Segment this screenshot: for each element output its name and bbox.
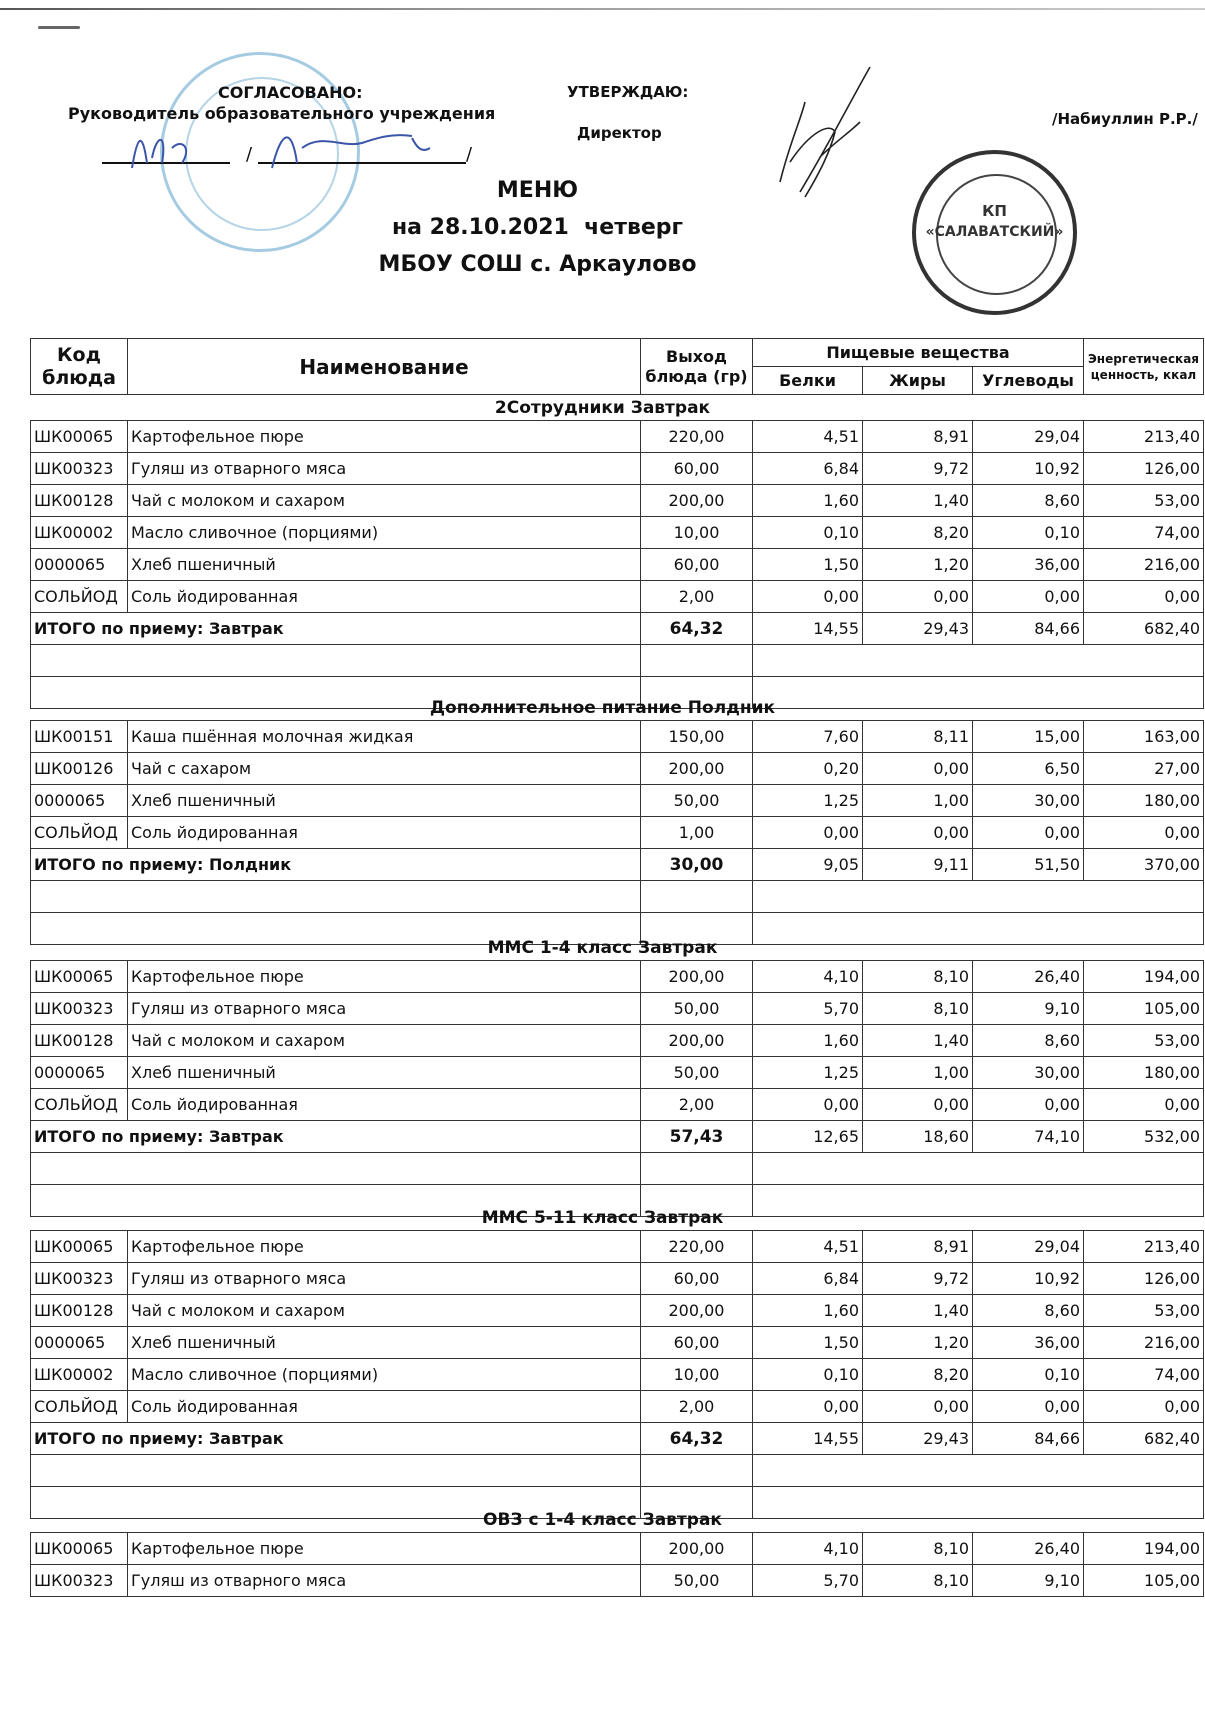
total-carbs: 84,66 bbox=[973, 1423, 1084, 1455]
section-table bbox=[30, 720, 1204, 945]
cell-yield: 200,00 bbox=[641, 961, 753, 993]
cell-name: Чай с молоком и сахаром bbox=[128, 1295, 641, 1327]
cell-fats: 0,00 bbox=[863, 1391, 973, 1423]
column-header bbox=[30, 338, 1204, 395]
cell-energy: 194,00 bbox=[1084, 961, 1204, 993]
cell-carbs: 8,60 bbox=[973, 1025, 1084, 1057]
cell-yield: 200,00 bbox=[641, 485, 753, 517]
cell-code: 0000065 bbox=[31, 1327, 128, 1359]
table-row bbox=[31, 1533, 1204, 1565]
table-row bbox=[31, 721, 1204, 753]
total-energy: 682,40 bbox=[1084, 613, 1204, 645]
table-row bbox=[31, 1057, 1204, 1089]
cell-carbs: 0,00 bbox=[973, 1391, 1084, 1423]
table-row bbox=[31, 421, 1204, 453]
cell-fats: 8,11 bbox=[863, 721, 973, 753]
cell-carbs: 36,00 bbox=[973, 549, 1084, 581]
cell-carbs: 30,00 bbox=[973, 785, 1084, 817]
cell-energy: 126,00 bbox=[1084, 1263, 1204, 1295]
cell-energy: 180,00 bbox=[1084, 785, 1204, 817]
section-table bbox=[30, 420, 1204, 709]
cell-carbs: 6,50 bbox=[973, 753, 1084, 785]
cell-fats: 8,20 bbox=[863, 1359, 973, 1391]
cell-energy: 27,00 bbox=[1084, 753, 1204, 785]
cell-energy: 74,00 bbox=[1084, 1359, 1204, 1391]
cell-fats: 0,00 bbox=[863, 817, 973, 849]
cell-yield: 150,00 bbox=[641, 721, 753, 753]
cell-proteins: 0,00 bbox=[753, 581, 863, 613]
total-fats: 29,43 bbox=[863, 1423, 973, 1455]
cell-proteins: 0,00 bbox=[753, 1391, 863, 1423]
cell-code: СОЛЬЙОД bbox=[31, 1391, 128, 1423]
cell-energy: 74,00 bbox=[1084, 517, 1204, 549]
cell-yield: 200,00 bbox=[641, 1533, 753, 1565]
table-row bbox=[31, 1089, 1204, 1121]
cell-carbs: 0,00 bbox=[973, 581, 1084, 613]
total-row bbox=[31, 613, 1204, 645]
signature-separator: / bbox=[466, 144, 473, 165]
cell-carbs: 26,40 bbox=[973, 961, 1084, 993]
cell-code: СОЛЬЙОД bbox=[31, 581, 128, 613]
cell-code: ШК00065 bbox=[31, 1533, 128, 1565]
cell-yield: 2,00 bbox=[641, 1391, 753, 1423]
cell-energy: 53,00 bbox=[1084, 485, 1204, 517]
cell-code: ШК00323 bbox=[31, 453, 128, 485]
cell-yield: 60,00 bbox=[641, 1327, 753, 1359]
cell-proteins: 4,51 bbox=[753, 421, 863, 453]
cell-fats: 1,40 bbox=[863, 485, 973, 517]
cell-carbs: 29,04 bbox=[973, 1231, 1084, 1263]
column-name: Наименование bbox=[128, 339, 641, 395]
cell-carbs: 8,60 bbox=[973, 1295, 1084, 1327]
cell-code: ШК00128 bbox=[31, 485, 128, 517]
cell-code: 0000065 bbox=[31, 549, 128, 581]
cell-fats: 1,00 bbox=[863, 785, 973, 817]
cell-yield: 220,00 bbox=[641, 421, 753, 453]
cell-carbs: 29,04 bbox=[973, 421, 1084, 453]
empty-row bbox=[31, 645, 1204, 677]
scan-mark bbox=[38, 26, 80, 29]
cell-fats: 1,40 bbox=[863, 1295, 973, 1327]
cell-energy: 216,00 bbox=[1084, 549, 1204, 581]
column-yield: Выход блюда (гр) bbox=[641, 339, 753, 395]
cell-code: ШК00151 bbox=[31, 721, 128, 753]
total-proteins: 12,65 bbox=[753, 1121, 863, 1153]
cell-name: Соль йодированная bbox=[128, 581, 641, 613]
empty-cell bbox=[31, 645, 641, 677]
cell-energy: 126,00 bbox=[1084, 453, 1204, 485]
total-fats: 29,43 bbox=[863, 613, 973, 645]
cell-fats: 8,91 bbox=[863, 421, 973, 453]
cell-name: Чай с сахаром bbox=[128, 753, 641, 785]
cell-code: ШК00323 bbox=[31, 1263, 128, 1295]
director-name: /Набиуллин Р.Р./ bbox=[1052, 110, 1198, 128]
section-title: ОВЗ с 1-4 класс Завтрак bbox=[483, 1510, 722, 1530]
cell-name: Картофельное пюре bbox=[128, 961, 641, 993]
cell-name: Соль йодированная bbox=[128, 1391, 641, 1423]
cell-proteins: 5,70 bbox=[753, 1565, 863, 1597]
table-row bbox=[31, 453, 1204, 485]
stamp-org-name: «САЛАВАТСКИЙ» bbox=[925, 224, 1064, 240]
cell-name: Соль йодированная bbox=[128, 817, 641, 849]
cell-yield: 1,00 bbox=[641, 817, 753, 849]
total-proteins: 14,55 bbox=[753, 613, 863, 645]
cell-carbs: 15,00 bbox=[973, 721, 1084, 753]
section-title: ММС 1-4 класс Завтрак bbox=[487, 938, 718, 958]
cell-proteins: 0,20 bbox=[753, 753, 863, 785]
cell-name: Хлеб пшеничный bbox=[128, 1327, 641, 1359]
cell-carbs: 36,00 bbox=[973, 1327, 1084, 1359]
empty-cell bbox=[753, 645, 1204, 677]
column-carbs: Углеводы bbox=[973, 367, 1084, 395]
cell-carbs: 0,10 bbox=[973, 517, 1084, 549]
cell-energy: 0,00 bbox=[1084, 817, 1204, 849]
cell-fats: 1,00 bbox=[863, 1057, 973, 1089]
cell-proteins: 6,84 bbox=[753, 1263, 863, 1295]
cell-proteins: 7,60 bbox=[753, 721, 863, 753]
confirm-role: Директор bbox=[577, 124, 662, 142]
total-yield: 64,32 bbox=[641, 613, 753, 645]
table-row bbox=[31, 753, 1204, 785]
cell-yield: 60,00 bbox=[641, 1263, 753, 1295]
cell-code: ШК00002 bbox=[31, 517, 128, 549]
cell-code: ШК00126 bbox=[31, 753, 128, 785]
document-title: МЕНЮ bbox=[496, 178, 579, 203]
cell-name: Масло сливочное (порциями) bbox=[128, 1359, 641, 1391]
cell-code: 0000065 bbox=[31, 785, 128, 817]
empty-cell bbox=[31, 1153, 641, 1185]
total-label: ИТОГО по приему: Полдник bbox=[31, 849, 641, 881]
cell-yield: 200,00 bbox=[641, 1025, 753, 1057]
cell-energy: 213,40 bbox=[1084, 421, 1204, 453]
total-yield: 30,00 bbox=[641, 849, 753, 881]
cell-carbs: 0,00 bbox=[973, 817, 1084, 849]
cell-code: СОЛЬЙОД bbox=[31, 1089, 128, 1121]
cell-proteins: 0,00 bbox=[753, 1089, 863, 1121]
empty-cell bbox=[753, 1153, 1204, 1185]
approved-label: СОГЛАСОВАНО: bbox=[218, 83, 363, 102]
scan-edge-line bbox=[0, 8, 1205, 10]
cell-yield: 50,00 bbox=[641, 1565, 753, 1597]
cell-fats: 9,72 bbox=[863, 453, 973, 485]
signature-left bbox=[112, 118, 462, 178]
cell-name: Масло сливочное (порциями) bbox=[128, 517, 641, 549]
table-row bbox=[31, 961, 1204, 993]
cell-yield: 220,00 bbox=[641, 1231, 753, 1263]
total-energy: 532,00 bbox=[1084, 1121, 1204, 1153]
total-carbs: 74,10 bbox=[973, 1121, 1084, 1153]
column-energy: Энергетическая ценность, ккал bbox=[1084, 339, 1204, 395]
cell-proteins: 1,25 bbox=[753, 785, 863, 817]
empty-cell bbox=[31, 881, 641, 913]
cell-name: Картофельное пюре bbox=[128, 421, 641, 453]
empty-cell bbox=[753, 1455, 1204, 1487]
total-carbs: 84,66 bbox=[973, 613, 1084, 645]
cell-energy: 0,00 bbox=[1084, 1089, 1204, 1121]
cell-code: 0000065 bbox=[31, 1057, 128, 1089]
cell-name: Хлеб пшеничный bbox=[128, 1057, 641, 1089]
cell-fats: 0,00 bbox=[863, 581, 973, 613]
cell-name: Гуляш из отварного мяса bbox=[128, 1263, 641, 1295]
table-row bbox=[31, 1295, 1204, 1327]
cell-energy: 180,00 bbox=[1084, 1057, 1204, 1089]
cell-carbs: 0,00 bbox=[973, 1089, 1084, 1121]
cell-energy: 213,40 bbox=[1084, 1231, 1204, 1263]
cell-name: Гуляш из отварного мяса bbox=[128, 1565, 641, 1597]
cell-energy: 105,00 bbox=[1084, 993, 1204, 1025]
empty-cell bbox=[641, 881, 753, 913]
empty-cell bbox=[31, 1455, 641, 1487]
cell-proteins: 5,70 bbox=[753, 993, 863, 1025]
table-row bbox=[31, 549, 1204, 581]
cell-carbs: 9,10 bbox=[973, 993, 1084, 1025]
cell-code: ШК00128 bbox=[31, 1025, 128, 1057]
stamp-org-label: КП bbox=[982, 202, 1007, 220]
table-row bbox=[31, 581, 1204, 613]
cell-name: Картофельное пюре bbox=[128, 1533, 641, 1565]
school-name: МБОУ СОШ с. Аркаулово bbox=[378, 252, 697, 277]
cell-fats: 8,10 bbox=[863, 993, 973, 1025]
total-energy: 370,00 bbox=[1084, 849, 1204, 881]
cell-energy: 105,00 bbox=[1084, 1565, 1204, 1597]
cell-name: Хлеб пшеничный bbox=[128, 785, 641, 817]
cell-carbs: 10,92 bbox=[973, 453, 1084, 485]
column-code: Код блюда bbox=[31, 339, 128, 395]
cell-code: СОЛЬЙОД bbox=[31, 817, 128, 849]
total-fats: 9,11 bbox=[863, 849, 973, 881]
cell-proteins: 1,50 bbox=[753, 549, 863, 581]
cell-code: ШК00323 bbox=[31, 993, 128, 1025]
cell-code: ШК00002 bbox=[31, 1359, 128, 1391]
cell-carbs: 10,92 bbox=[973, 1263, 1084, 1295]
cell-yield: 60,00 bbox=[641, 549, 753, 581]
cell-proteins: 1,60 bbox=[753, 1025, 863, 1057]
table-row bbox=[31, 1565, 1204, 1597]
cell-fats: 1,40 bbox=[863, 1025, 973, 1057]
table-row bbox=[31, 517, 1204, 549]
cell-code: ШК00065 bbox=[31, 1231, 128, 1263]
section-table bbox=[30, 1532, 1204, 1597]
cell-yield: 10,00 bbox=[641, 517, 753, 549]
cell-code: ШК00323 bbox=[31, 1565, 128, 1597]
empty-cell bbox=[753, 881, 1204, 913]
table-row bbox=[31, 1359, 1204, 1391]
cell-fats: 8,20 bbox=[863, 517, 973, 549]
total-label: ИТОГО по приему: Завтрак bbox=[31, 1423, 641, 1455]
cell-code: ШК00065 bbox=[31, 421, 128, 453]
table-row bbox=[31, 993, 1204, 1025]
cell-energy: 0,00 bbox=[1084, 581, 1204, 613]
cell-proteins: 1,60 bbox=[753, 1295, 863, 1327]
total-proteins: 9,05 bbox=[753, 849, 863, 881]
cell-proteins: 4,10 bbox=[753, 1533, 863, 1565]
table-row bbox=[31, 1327, 1204, 1359]
total-yield: 64,32 bbox=[641, 1423, 753, 1455]
cell-name: Хлеб пшеничный bbox=[128, 549, 641, 581]
cell-name: Чай с молоком и сахаром bbox=[128, 485, 641, 517]
table-row bbox=[31, 785, 1204, 817]
empty-cell bbox=[641, 1455, 753, 1487]
cell-proteins: 6,84 bbox=[753, 453, 863, 485]
menu-date: на 28.10.2021 четверг bbox=[391, 215, 684, 240]
empty-row bbox=[31, 881, 1204, 913]
cell-proteins: 0,10 bbox=[753, 517, 863, 549]
cell-proteins: 0,10 bbox=[753, 1359, 863, 1391]
cell-proteins: 1,60 bbox=[753, 485, 863, 517]
table-row bbox=[31, 1025, 1204, 1057]
cell-proteins: 0,00 bbox=[753, 817, 863, 849]
table-row bbox=[31, 1231, 1204, 1263]
signature-separator: / bbox=[246, 144, 253, 165]
cell-yield: 50,00 bbox=[641, 993, 753, 1025]
table-row bbox=[31, 1263, 1204, 1295]
cell-name: Чай с молоком и сахаром bbox=[128, 1025, 641, 1057]
section-title: Дополнительное питание Полдник bbox=[429, 698, 776, 718]
cell-yield: 200,00 bbox=[641, 753, 753, 785]
cell-name: Гуляш из отварного мяса bbox=[128, 453, 641, 485]
empty-cell bbox=[641, 645, 753, 677]
cell-fats: 8,10 bbox=[863, 1533, 973, 1565]
cell-yield: 2,00 bbox=[641, 581, 753, 613]
total-row bbox=[31, 1423, 1204, 1455]
total-label: ИТОГО по приему: Завтрак bbox=[31, 613, 641, 645]
cell-yield: 60,00 bbox=[641, 453, 753, 485]
cell-fats: 8,10 bbox=[863, 961, 973, 993]
cell-energy: 0,00 bbox=[1084, 1391, 1204, 1423]
total-energy: 682,40 bbox=[1084, 1423, 1204, 1455]
total-row bbox=[31, 1121, 1204, 1153]
cell-fats: 8,10 bbox=[863, 1565, 973, 1597]
cell-carbs: 8,60 bbox=[973, 485, 1084, 517]
cell-name: Каша пшённая молочная жидкая bbox=[128, 721, 641, 753]
cell-fats: 0,00 bbox=[863, 1089, 973, 1121]
cell-fats: 0,00 bbox=[863, 753, 973, 785]
section-table bbox=[30, 1230, 1204, 1519]
cell-name: Картофельное пюре bbox=[128, 1231, 641, 1263]
confirm-label: УТВЕРЖДАЮ: bbox=[567, 83, 689, 101]
cell-energy: 53,00 bbox=[1084, 1025, 1204, 1057]
cell-name: Гуляш из отварного мяса bbox=[128, 993, 641, 1025]
empty-row bbox=[31, 1455, 1204, 1487]
table-row bbox=[31, 817, 1204, 849]
table-row bbox=[31, 485, 1204, 517]
approved-role: Руководитель образовательного учреждения bbox=[68, 104, 496, 123]
cell-fats: 1,20 bbox=[863, 549, 973, 581]
cell-proteins: 4,51 bbox=[753, 1231, 863, 1263]
empty-row bbox=[31, 1153, 1204, 1185]
cell-yield: 50,00 bbox=[641, 1057, 753, 1089]
total-label: ИТОГО по приему: Завтрак bbox=[31, 1121, 641, 1153]
empty-cell bbox=[641, 1153, 753, 1185]
total-row bbox=[31, 849, 1204, 881]
cell-proteins: 4,10 bbox=[753, 961, 863, 993]
section-title: 2Сотрудники Завтрак bbox=[494, 398, 711, 418]
total-proteins: 14,55 bbox=[753, 1423, 863, 1455]
cell-energy: 53,00 bbox=[1084, 1295, 1204, 1327]
total-carbs: 51,50 bbox=[973, 849, 1084, 881]
section-table bbox=[30, 960, 1204, 1217]
cell-yield: 10,00 bbox=[641, 1359, 753, 1391]
cell-energy: 216,00 bbox=[1084, 1327, 1204, 1359]
column-fats: Жиры bbox=[863, 367, 973, 395]
cell-fats: 9,72 bbox=[863, 1263, 973, 1295]
table-row bbox=[31, 1391, 1204, 1423]
cell-name: Соль йодированная bbox=[128, 1089, 641, 1121]
cell-fats: 1,20 bbox=[863, 1327, 973, 1359]
column-nutrients: Пищевые вещества bbox=[753, 339, 1084, 367]
cell-code: ШК00065 bbox=[31, 961, 128, 993]
cell-yield: 50,00 bbox=[641, 785, 753, 817]
cell-carbs: 0,10 bbox=[973, 1359, 1084, 1391]
cell-yield: 200,00 bbox=[641, 1295, 753, 1327]
cell-proteins: 1,25 bbox=[753, 1057, 863, 1089]
cell-energy: 163,00 bbox=[1084, 721, 1204, 753]
column-proteins: Белки bbox=[753, 367, 863, 395]
cell-code: ШК00128 bbox=[31, 1295, 128, 1327]
section-title: ММС 5-11 класс Завтрак bbox=[481, 1208, 724, 1228]
cell-fats: 8,91 bbox=[863, 1231, 973, 1263]
cell-carbs: 30,00 bbox=[973, 1057, 1084, 1089]
total-fats: 18,60 bbox=[863, 1121, 973, 1153]
cell-proteins: 1,50 bbox=[753, 1327, 863, 1359]
cell-carbs: 9,10 bbox=[973, 1565, 1084, 1597]
cell-carbs: 26,40 bbox=[973, 1533, 1084, 1565]
cell-yield: 2,00 bbox=[641, 1089, 753, 1121]
cell-energy: 194,00 bbox=[1084, 1533, 1204, 1565]
total-yield: 57,43 bbox=[641, 1121, 753, 1153]
